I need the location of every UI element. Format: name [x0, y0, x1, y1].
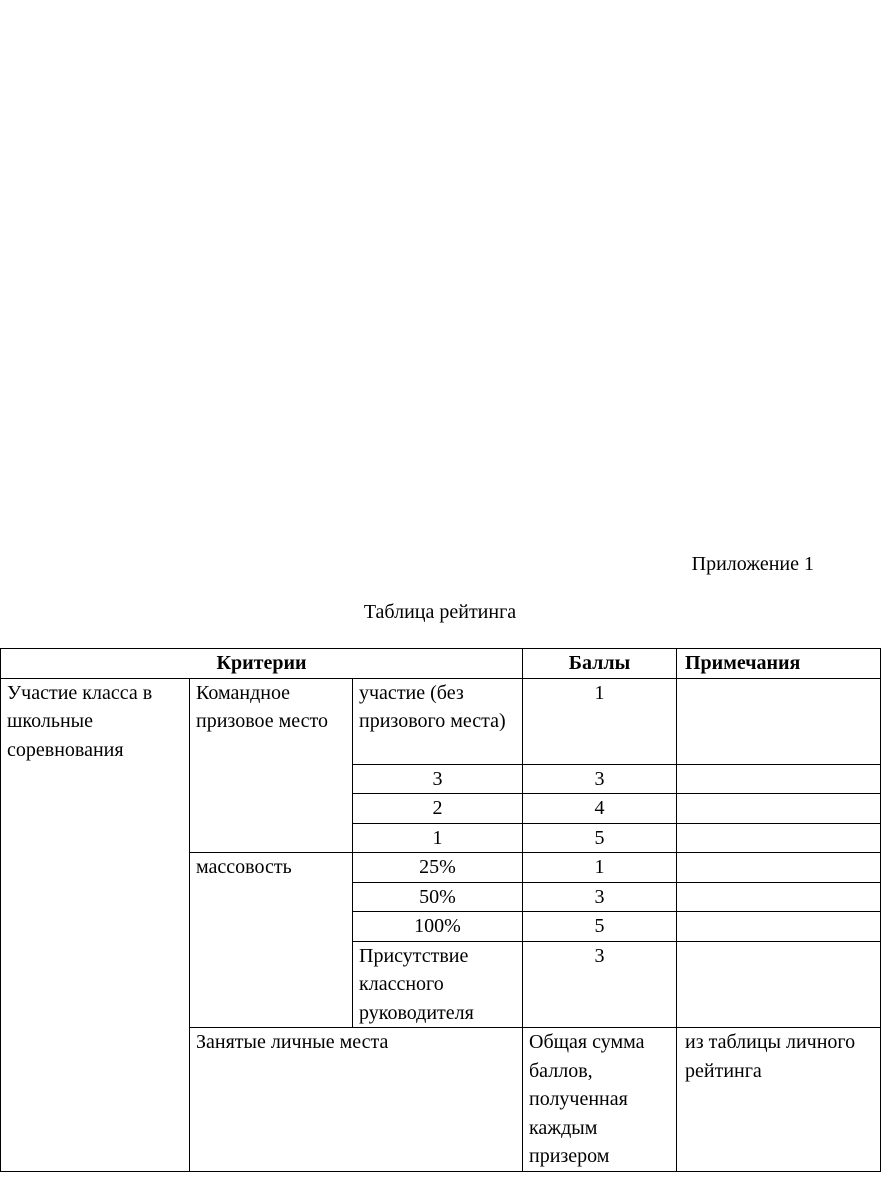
- table-header-row: [1, 649, 881, 679]
- team-place-level: 2: [353, 794, 523, 824]
- table-title: Таблица рейтинга: [363, 601, 517, 623]
- rating-table: [0, 648, 881, 1172]
- team-place-points: 1: [523, 678, 677, 764]
- team-place-points: 4: [523, 794, 677, 824]
- mass-participation-level: 100%: [353, 912, 523, 942]
- mass-participation-level: 25%: [353, 853, 523, 883]
- team-place-note: [677, 794, 881, 824]
- table-row: [1, 678, 881, 764]
- mass-participation-level: Присутствие классного руководителя: [353, 941, 523, 1028]
- mass-participation-note: [677, 912, 881, 942]
- mass-participation-note: [677, 882, 881, 912]
- team-place-cell: Командное призовое место: [190, 678, 353, 853]
- team-place-note: [677, 823, 881, 853]
- criterion-cell: Участие класса в школьные соревнования: [1, 678, 190, 1171]
- team-place-points: 3: [523, 764, 677, 794]
- header-criteria: Критерии: [1, 649, 523, 679]
- team-place-level: участие (без призового места): [353, 678, 523, 764]
- team-place-note: [677, 678, 881, 764]
- personal-places-points: Общая сумма баллов, полученная каждым призером: [523, 1028, 677, 1172]
- mass-participation-points: 1: [523, 853, 677, 883]
- team-place-note: [677, 764, 881, 794]
- team-place-points: 5: [523, 823, 677, 853]
- appendix-label: Приложение 1: [691, 553, 814, 575]
- mass-participation-note: [677, 941, 881, 1028]
- personal-places-note: из таблицы личного рейтинга: [677, 1028, 881, 1172]
- mass-participation-cell: массовость: [190, 853, 353, 1028]
- team-place-level: 1: [353, 823, 523, 853]
- mass-participation-note: [677, 853, 881, 883]
- header-points: Баллы: [523, 649, 677, 679]
- mass-participation-points: 5: [523, 912, 677, 942]
- personal-places-cell: Занятые личные места: [190, 1028, 523, 1172]
- mass-participation-points: 3: [523, 941, 677, 1028]
- mass-participation-points: 3: [523, 882, 677, 912]
- header-notes: Примечания: [677, 649, 881, 679]
- team-place-level: 3: [353, 764, 523, 794]
- mass-participation-level: 50%: [353, 882, 523, 912]
